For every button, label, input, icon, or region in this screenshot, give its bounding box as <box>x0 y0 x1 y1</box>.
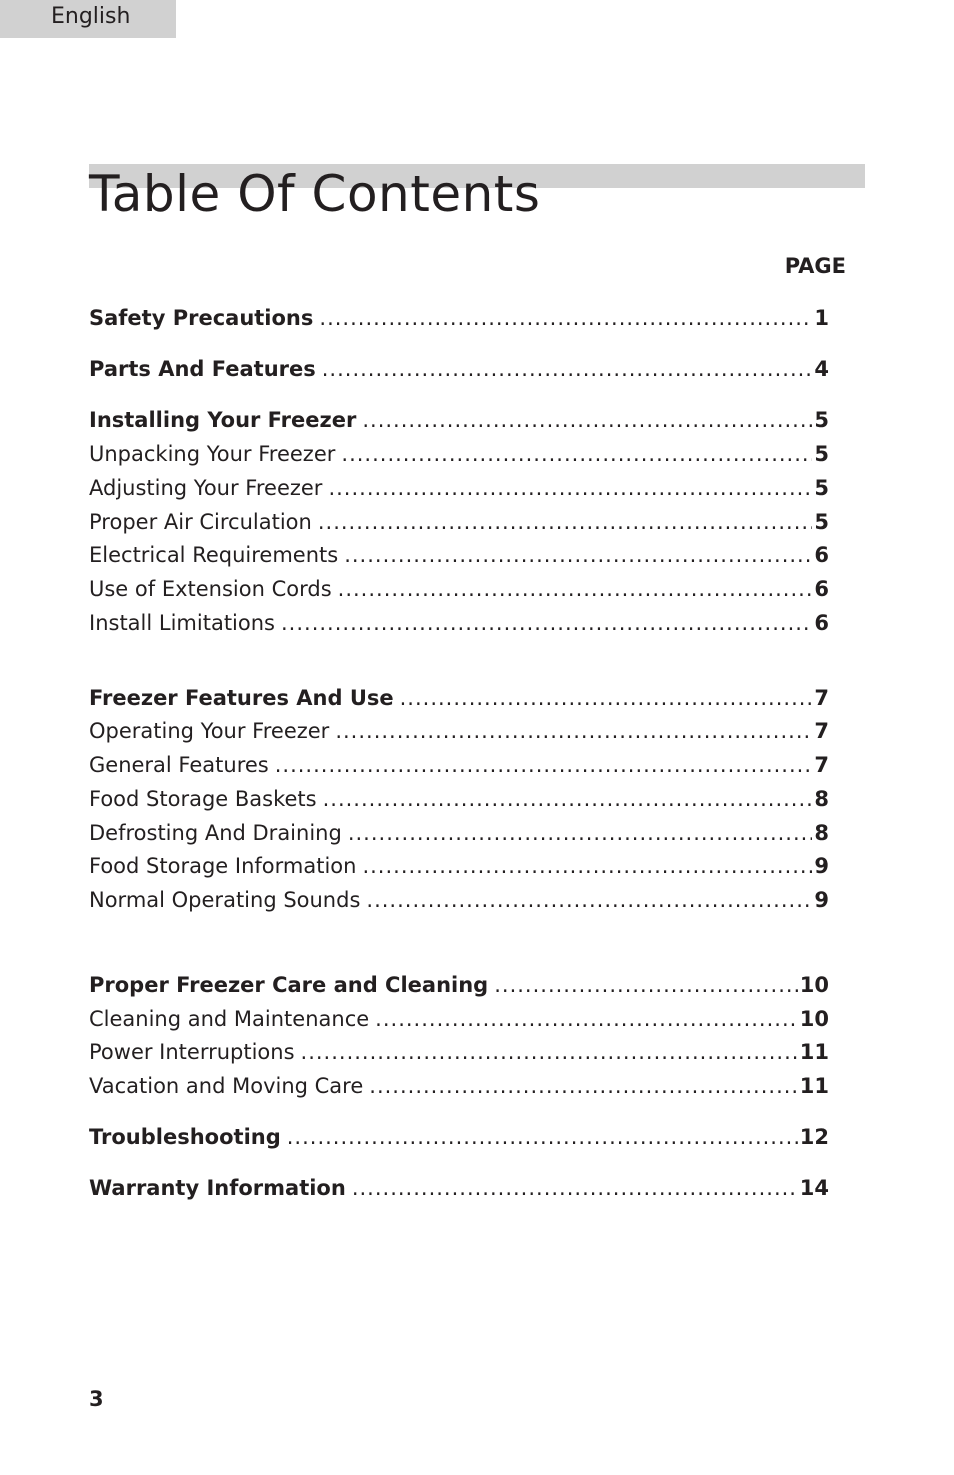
toc-entry-label: Safety Precautions <box>89 306 314 330</box>
toc-leader-dots <box>341 439 812 469</box>
toc-entry-use-of-extension-cords[interactable] <box>89 574 829 604</box>
toc-entry-parts-and-features[interactable] <box>89 354 829 384</box>
toc-entry-page: 6 <box>814 611 829 635</box>
toc-entry-label: Warranty Information <box>89 1176 346 1200</box>
language-tab: English <box>0 0 176 38</box>
toc-entry-food-storage-information[interactable] <box>89 851 829 881</box>
toc-entry-electrical-requirements[interactable] <box>89 540 829 570</box>
toc-entry-normal-operating-sounds[interactable] <box>89 885 829 915</box>
toc-leader-dots <box>362 851 812 881</box>
toc-entry-label: Cleaning and Maintenance <box>89 1007 370 1031</box>
toc-entry-page: 11 <box>799 1074 829 1098</box>
toc-leader-dots <box>362 405 812 435</box>
toc-entry-label: Power Interruptions <box>89 1040 295 1064</box>
toc-leader-dots <box>369 1071 797 1101</box>
toc-leader-dots <box>322 354 813 384</box>
toc-entry-label: Unpacking Your Freezer <box>89 442 336 466</box>
toc-entry-defrosting-and-draining[interactable] <box>89 818 829 848</box>
toc-entry-label: Defrosting And Draining <box>89 821 342 845</box>
toc-leader-dots <box>335 716 812 746</box>
toc-entry-label: Freezer Features And Use <box>89 686 394 710</box>
toc-entry-page: 8 <box>814 821 829 845</box>
toc-entry-page: 1 <box>814 306 829 330</box>
toc-entry-label: General Features <box>89 753 269 777</box>
toc-entry-operating-your-freezer[interactable] <box>89 716 829 746</box>
toc-entry-install-limitations[interactable] <box>89 608 829 638</box>
toc-entry-page: 6 <box>814 577 829 601</box>
toc-entry-page: 14 <box>799 1176 829 1200</box>
toc-entry-page: 9 <box>814 854 829 878</box>
toc-entry-food-storage-baskets[interactable] <box>89 784 829 814</box>
toc-entry-troubleshooting[interactable] <box>89 1122 829 1152</box>
toc-entry-proper-air-circulation[interactable] <box>89 507 829 537</box>
toc-leader-dots <box>348 818 813 848</box>
page-column-label: PAGE <box>784 254 846 278</box>
toc-leader-dots <box>400 683 813 713</box>
toc-entry-label: Electrical Requirements <box>89 543 339 567</box>
toc-entry-page: 10 <box>799 973 829 997</box>
toc-entry-proper-freezer-care-and-cleaning[interactable] <box>89 970 829 1000</box>
toc-leader-dots <box>275 750 813 780</box>
toc-entry-page: 7 <box>814 686 829 710</box>
toc-entry-label: Proper Air Circulation <box>89 510 312 534</box>
toc-entry-adjusting-your-freezer[interactable] <box>89 473 829 503</box>
toc-entry-page: 12 <box>799 1125 829 1149</box>
toc-entry-page: 11 <box>799 1040 829 1064</box>
toc-leader-dots <box>301 1037 798 1067</box>
toc-entry-page: 5 <box>814 476 829 500</box>
toc-entry-label: Normal Operating Sounds <box>89 888 361 912</box>
toc-entry-label: Troubleshooting <box>89 1125 281 1149</box>
toc-entry-page: 8 <box>814 787 829 811</box>
toc-entry-page: 9 <box>814 888 829 912</box>
toc-entry-warranty-information[interactable] <box>89 1173 829 1203</box>
toc-leader-dots <box>352 1173 798 1203</box>
page-title: Table Of Contents <box>89 165 541 223</box>
toc-entry-label: Food Storage Baskets <box>89 787 317 811</box>
toc-entry-page: 5 <box>814 510 829 534</box>
toc-entry-power-interruptions[interactable] <box>89 1037 829 1067</box>
toc-leader-dots <box>323 784 813 814</box>
toc-entry-cleaning-and-maintenance[interactable] <box>89 1004 829 1034</box>
toc-entry-freezer-features-and-use[interactable] <box>89 683 829 713</box>
toc-leader-dots <box>287 1122 798 1152</box>
toc-entry-installing-your-freezer[interactable] <box>89 405 829 435</box>
toc-entry-label: Parts And Features <box>89 357 316 381</box>
toc-leader-dots <box>375 1004 798 1034</box>
toc-entry-label: Operating Your Freezer <box>89 719 330 743</box>
toc-entry-page: 7 <box>814 719 829 743</box>
toc-leader-dots <box>366 885 812 915</box>
toc-leader-dots <box>318 507 813 537</box>
toc-entry-label: Food Storage Information <box>89 854 357 878</box>
toc-entry-page: 4 <box>814 357 829 381</box>
toc-entry-label: Adjusting Your Freezer <box>89 476 323 500</box>
toc-leader-dots <box>338 574 813 604</box>
toc-entry-vacation-and-moving-care[interactable] <box>89 1071 829 1101</box>
toc-leader-dots <box>319 303 812 333</box>
toc-entry-page: 5 <box>814 408 829 432</box>
toc-leader-dots <box>328 473 812 503</box>
toc-entry-safety-precautions[interactable] <box>89 303 829 333</box>
toc-entry-general-features[interactable] <box>89 750 829 780</box>
toc-leader-dots <box>281 608 812 638</box>
page-number: 3 <box>89 1387 104 1411</box>
toc-entry-label: Proper Freezer Care and Cleaning <box>89 973 489 997</box>
toc-leader-dots <box>344 540 812 570</box>
toc-entry-page: 7 <box>814 753 829 777</box>
toc-entry-label: Install Limitations <box>89 611 275 635</box>
toc-entry-unpacking-your-freezer[interactable] <box>89 439 829 469</box>
toc-entry-label: Use of Extension Cords <box>89 577 332 601</box>
toc-entry-page: 5 <box>814 442 829 466</box>
toc-leader-dots <box>494 970 798 1000</box>
toc-entry-label: Vacation and Moving Care <box>89 1074 364 1098</box>
toc-entry-page: 10 <box>799 1007 829 1031</box>
toc-entry-label: Installing Your Freezer <box>89 408 357 432</box>
toc-entry-page: 6 <box>814 543 829 567</box>
